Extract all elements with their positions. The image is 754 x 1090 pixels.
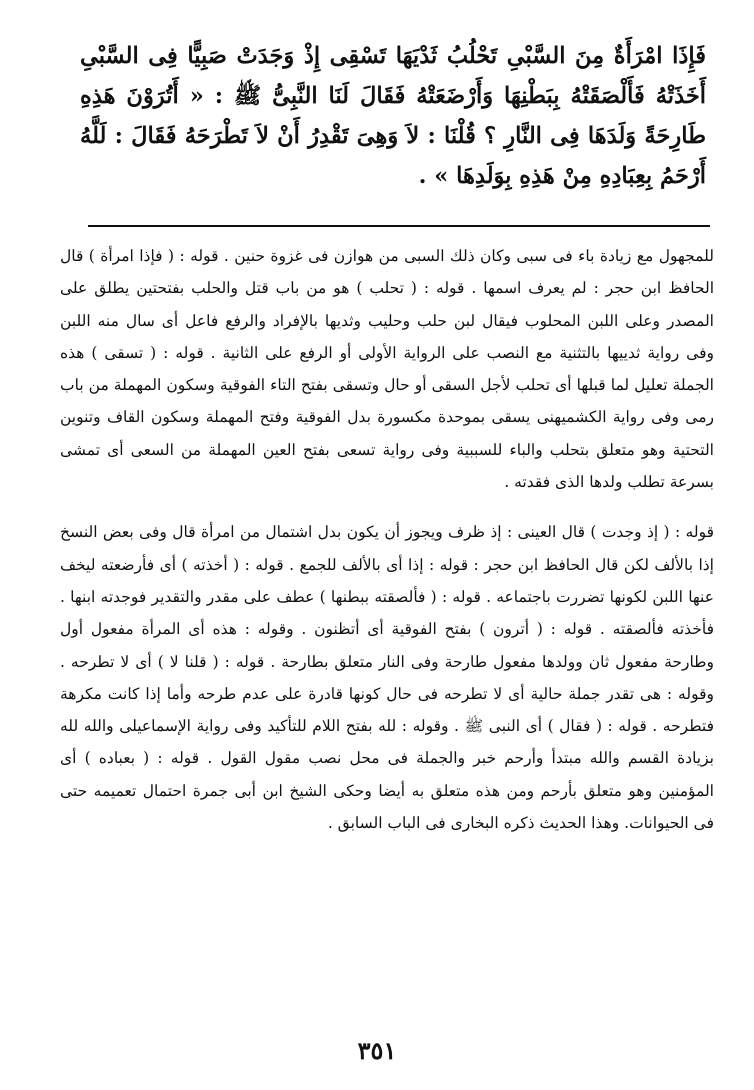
commentary-paragraph-2: قوله : ( إذ وجدت ) قال العينى : إذ ظرف ويجوز أن يكون بدل اشتمال من امرأة قال وفى بعض النسخ إذا بالألف لكن قال الحافظ ابن حجر : قوله : إذا أى بالألف للجمع . قوله : ( أخذته ) أى فأرضعته ليخف عنها اللبن لكونها تضررت باجتماعه . قوله : ( فألصقته ببطنها ) عطف على مقدر والتقدير فوجدته ابنها . فأخذته فألصقته . قوله : ( أترون ) بفتح الفوقية أى أتظنون . وقوله : هذه أى المرأة مفعول أول وطارحة مفعول ثان وولدها مفعول طارحة وفى النار متعلق بطارحة . قوله : ( قلنا لا ) أى لا تطرحه . وقوله : هى تقدر جملة حالية أى لا تطرحه فى حال كونها قادرة على عدم طرحه وأما إذا كانت مكرهة فتطرحه . قوله : ( فقال ) أى النبى ﷺ . وقوله : لله بفتح اللام للتأكيد وفى رواية الإسماعيلى والله لله بزيادة القسم والله مبتدأ وأرحم خبر والجملة فى محل نصب مقول القول . قوله : ( بعباده ) أى المؤمنين وهو متعلق بأرحم ومن هذه متعلق به أيضا وحكى الشيخ ابن أبى جمرة احتمال تعميمه حتى فى الحيوانات. وهذا الحديث ذكره البخارى فى الباب السابق . (60, 523, 714, 833)
separator-line (88, 225, 710, 227)
commentary-paragraph-1: للمجهول مع زيادة باء فى سبى وكان ذلك السبى من هوازن فى غزوة حنين . قوله : ( فإذا امرأة ) قال الحافظ ابن حجر : لم يعرف اسمها . قوله : ( تحلب ) هو من باب قتل والحلب بفتحتين يطلق على المصدر وعلى اللبن المحلوب فيقال لبن حلب وحليب وثديها بالإفراد والرفع فاعل أى سال منه اللبن وفى رواية ثدييها بالتثنية مع النصب على الرواية الأولى أو الرفع على الثانية . قوله : ( تسقى ) هذه الجملة تعليل لما قبلها أى تحلب لأجل السقى أو حال وتسقى بفتح التاء الفوقية وسكون المهملة من باب رمى وفى رواية الكشميهنى يسقى بموحدة مكسورة بدل الفوقية وفتح المهملة وسكون القاف وتنوين التحتية وهو متعلق بتحلب والباء للسببية وفى رواية تسعى بفتح العين المهملة من السعى أى تمشى بسرعة تطلب ولدها الذى فقدته . (60, 247, 714, 492)
hadith-text-block (80, 36, 706, 196)
hadith-text: فَإِذَا امْرَأَةٌ مِنَ السَّبْىِ تَحْلُبُ ثَدْيَهَا تَسْقِى إِذْ وَجَدَتْ صَبِيًّا فِى السَّبْىِ أَخَذَتْهُ فَأَلْصَقَتْهُ بِبَطْنِهَا وَأَرْضَعَتْهُ فَقَالَ لَنَا النَّبِىُّ ﷺ : « أَتُرَوْنَ هَذِهِ طَارِحَةً وَلَدَهَا فِى النَّارِ ؟ قُلْنَا : لاَ وَهِىَ تَقْدِرُ أَنْ لاَ تَطْرَحَهُ فَقَالَ : لَلَّهُ أَرْحَمُ بِعِبَادِهِ مِنْ هَذِهِ بِوَلَدِهَا » . (80, 43, 706, 189)
commentary-block (60, 240, 714, 839)
page-number: ٣٥١ (357, 1036, 397, 1065)
